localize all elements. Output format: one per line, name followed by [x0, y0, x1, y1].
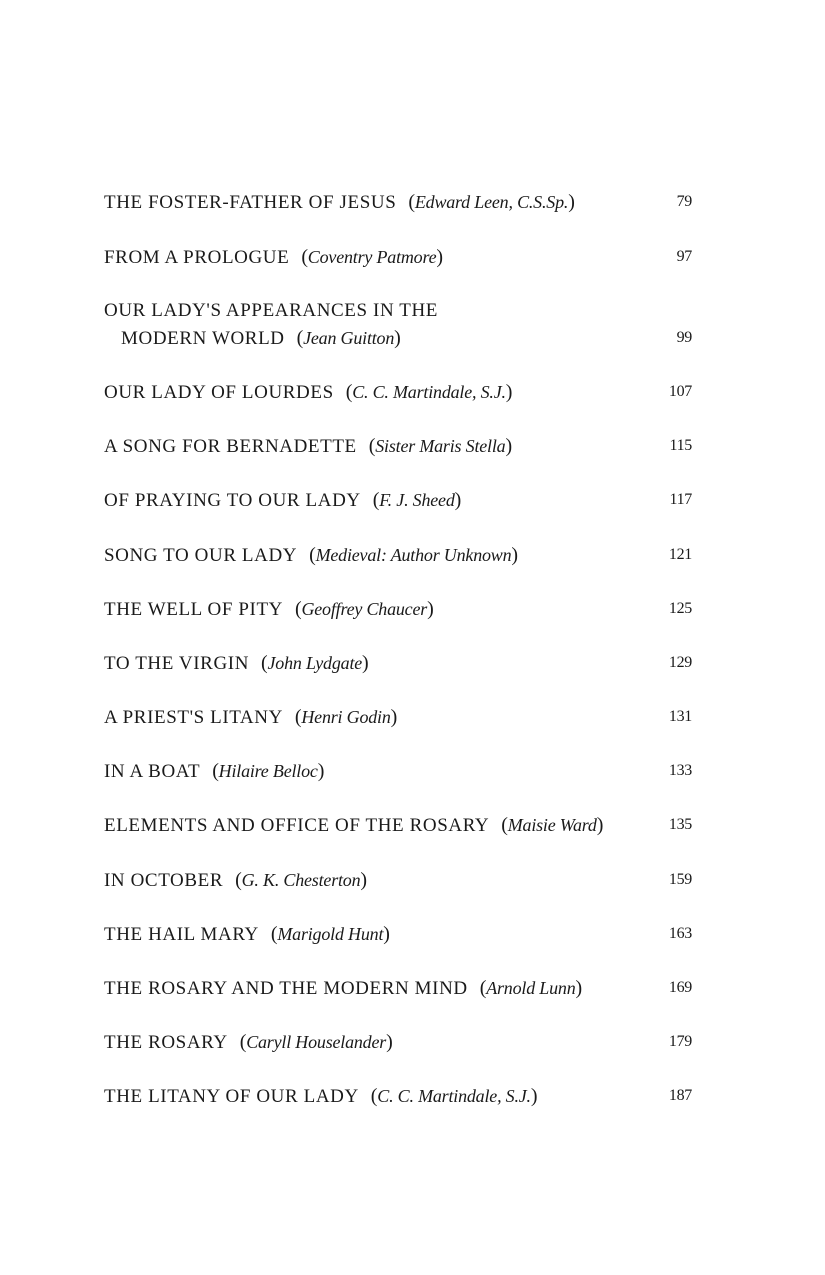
toc-entry-title: A SONG FOR BERNADETTE [104, 436, 357, 457]
toc-entry-line [104, 1084, 537, 1109]
toc-entry-author: (Geoffrey Chaucer) [295, 598, 434, 620]
toc-entry-line-continuation [121, 326, 401, 351]
toc-entry[interactable] [104, 1030, 692, 1060]
toc-entry[interactable] [104, 434, 692, 464]
toc-entry-title: FROM A PROLOGUE [104, 247, 290, 268]
toc-entry-line [104, 922, 390, 947]
toc-entry-page: 169 [668, 979, 692, 996]
toc-entry[interactable] [104, 245, 692, 275]
toc-entry-page: 117 [669, 491, 692, 508]
toc-entry-title: THE WELL OF PITY [104, 599, 283, 620]
toc-entry-author: (Sister Maris Stella) [368, 435, 512, 457]
toc-entry-line [104, 705, 397, 730]
toc-entry-page: 129 [668, 654, 692, 671]
toc-entry-author: (Coventry Patmore) [301, 246, 443, 268]
toc-entry[interactable] [104, 922, 692, 952]
toc-entry-line [104, 434, 512, 459]
toc-entry-page: 125 [668, 600, 692, 617]
toc-entry-title-continuation: MODERN WORLD [121, 328, 285, 349]
toc-entry-title: OUR LADY'S APPEARANCES IN THE [104, 300, 439, 321]
toc-entry-line [104, 543, 518, 568]
toc-entry-line [104, 868, 367, 893]
toc-entry-line [104, 813, 603, 838]
toc-entry-page: 135 [668, 816, 692, 833]
toc-entry-title: THE ROSARY AND THE MODERN MIND [104, 978, 468, 999]
toc-entry-page: 115 [669, 437, 692, 454]
toc-entry-author: (Caryll Houselander) [239, 1031, 393, 1053]
toc-entry-author: (Medieval: Author Unknown) [309, 544, 518, 566]
toc-entry-author: (John Lydgate) [261, 652, 369, 674]
toc-entry-author: (Henri Godin) [294, 706, 398, 728]
toc-entry-page: 97 [676, 248, 692, 265]
toc-entry-author: (C. C. Martindale, S.J.) [370, 1085, 538, 1107]
toc-entry[interactable] [104, 380, 692, 410]
toc-entry-author: (F. J. Sheed) [372, 489, 462, 511]
toc-entry[interactable] [104, 868, 692, 898]
toc-entry-page: 163 [668, 925, 692, 942]
toc-entry-line [104, 488, 461, 513]
toc-entry[interactable] [104, 543, 692, 573]
toc-entry-title: THE LITANY OF OUR LADY [104, 1086, 359, 1107]
toc-entry-title: THE ROSARY [104, 1032, 228, 1053]
toc-entry-page: 159 [668, 871, 692, 888]
toc-entry-page: 133 [668, 762, 692, 779]
toc-entry[interactable] [104, 597, 692, 627]
toc-entry-line [104, 245, 443, 270]
toc-entry-title: ELEMENTS AND OFFICE OF THE ROSARY [104, 815, 490, 836]
toc-entry-author: (Jean Guitton) [296, 327, 401, 349]
toc-entry-line [104, 597, 434, 622]
toc-entry-author: (Maisie Ward) [501, 814, 604, 836]
toc-entry[interactable] [104, 759, 692, 789]
toc-entry[interactable] [104, 976, 692, 1006]
toc-entry-author: (Marigold Hunt) [270, 923, 390, 945]
toc-entry-page: 179 [668, 1033, 692, 1050]
toc-entry[interactable] [104, 705, 692, 735]
toc-entry-line [104, 759, 324, 784]
toc-entry-line [104, 651, 369, 676]
toc-entry-page: 79 [676, 193, 692, 210]
toc-entry[interactable] [104, 651, 692, 681]
toc-entry[interactable] [104, 299, 692, 355]
toc-entry-title: THE FOSTER-FATHER OF JESUS [104, 192, 397, 213]
toc-entry-page: 131 [668, 708, 692, 725]
toc-entry-author: (C. C. Martindale, S.J.) [345, 381, 513, 403]
toc-entry-author: (Edward Leen, C.S.Sp.) [408, 191, 575, 213]
toc-entry-author: (G. K. Chesterton) [235, 869, 367, 891]
toc-entry[interactable] [104, 1084, 692, 1114]
toc-entry-page: 121 [668, 546, 692, 563]
toc-entry-line [104, 299, 438, 323]
toc-entry-author: (Arnold Lunn) [479, 977, 582, 999]
toc-entry-title: IN A BOAT [104, 761, 201, 782]
toc-entry-page: 187 [668, 1087, 692, 1104]
toc-entry-line [104, 190, 575, 215]
toc-entry-author: (Hilaire Belloc) [212, 760, 325, 782]
toc-entry-line [104, 380, 512, 405]
toc-entry-title: TO THE VIRGIN [104, 653, 250, 674]
toc-entry[interactable] [104, 813, 692, 843]
toc-entry-title: IN OCTOBER [104, 870, 224, 891]
toc-entry[interactable] [104, 488, 692, 518]
toc-entry[interactable] [104, 190, 692, 220]
toc-entry-title: OF PRAYING TO OUR LADY [104, 490, 361, 511]
toc-entry-page: 107 [668, 383, 692, 400]
toc-entry-title: OUR LADY OF LOURDES [104, 382, 334, 403]
toc-entry-page: 99 [676, 329, 692, 346]
toc-entry-title: A PRIEST'S LITANY [104, 707, 283, 728]
toc-entry-line [104, 1030, 393, 1055]
toc-entry-title: THE HAIL MARY [104, 924, 259, 945]
toc-entry-line [104, 976, 582, 1001]
toc-entry-title: SONG TO OUR LADY [104, 545, 298, 566]
